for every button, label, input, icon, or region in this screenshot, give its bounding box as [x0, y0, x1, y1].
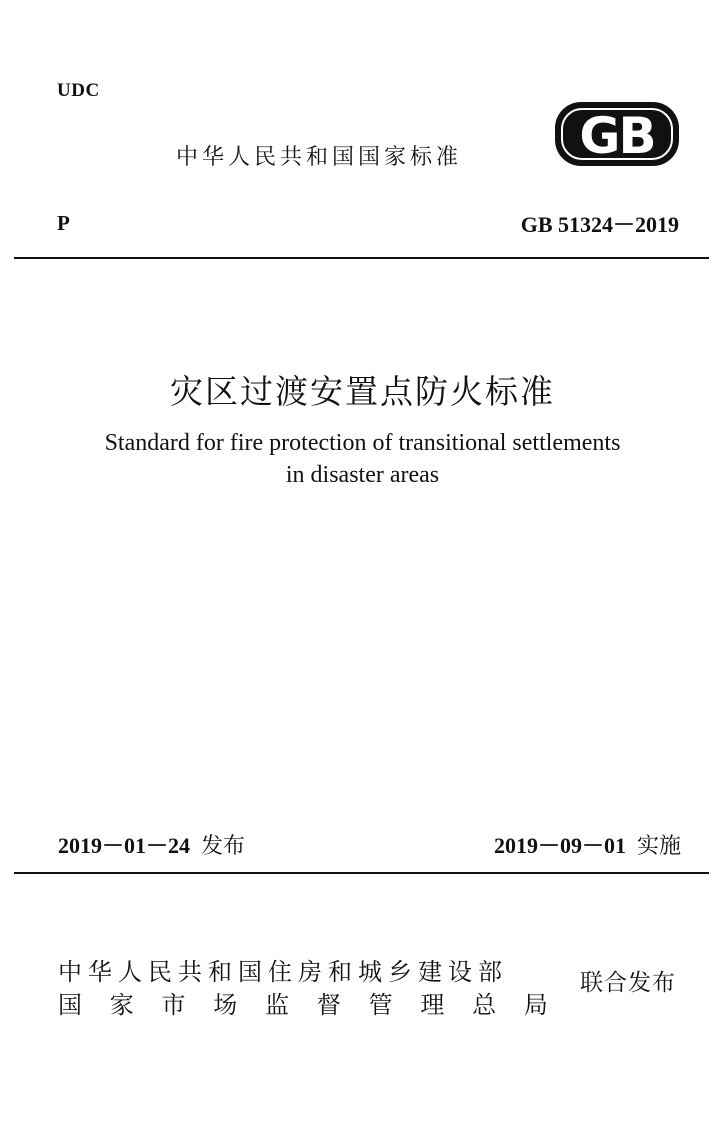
- publisher-line-2: [58, 985, 548, 1020]
- publisher-char: 市: [161, 991, 186, 1019]
- title-chinese: 灾区过渡安置点防火标准: [170, 372, 555, 411]
- gb-logo-icon: [553, 100, 681, 168]
- implement-label: 实施: [636, 834, 681, 859]
- publisher-char: 总: [472, 991, 497, 1019]
- title-english-line1: Standard for fire protection of transitional settlements: [104, 430, 621, 456]
- publisher-char: 理: [420, 991, 445, 1019]
- gb-logo-text: GB: [579, 107, 655, 165]
- publisher-char: 国: [58, 991, 82, 1019]
- publisher-char: 场: [213, 991, 238, 1019]
- issue-date-block: [58, 829, 245, 860]
- classification-code: P: [57, 211, 70, 235]
- bottom-divider: [14, 872, 709, 874]
- top-divider: [14, 257, 709, 259]
- publisher-char: 局: [523, 991, 548, 1019]
- issue-date: 2019－01－24: [58, 833, 191, 858]
- title-english-line2: in disaster areas: [285, 462, 440, 488]
- implement-date-block: [494, 829, 681, 860]
- publisher-char: 家: [109, 991, 134, 1019]
- publisher-char: 督: [316, 991, 341, 1019]
- standard-number: GB 51324－2019: [520, 212, 679, 237]
- udc-label: UDC: [57, 80, 100, 101]
- issue-label: 发布: [201, 834, 246, 859]
- publisher-char: 监: [265, 991, 290, 1019]
- joint-issue-label: 联合发布: [580, 970, 676, 996]
- implement-date: 2019－09－01: [493, 833, 626, 858]
- publisher-line-1: 中华人民共和国住房和城乡建设部: [58, 958, 508, 986]
- publisher-char: 管: [368, 991, 393, 1019]
- national-standard-label: 中华人民共和国国家标准: [176, 145, 463, 170]
